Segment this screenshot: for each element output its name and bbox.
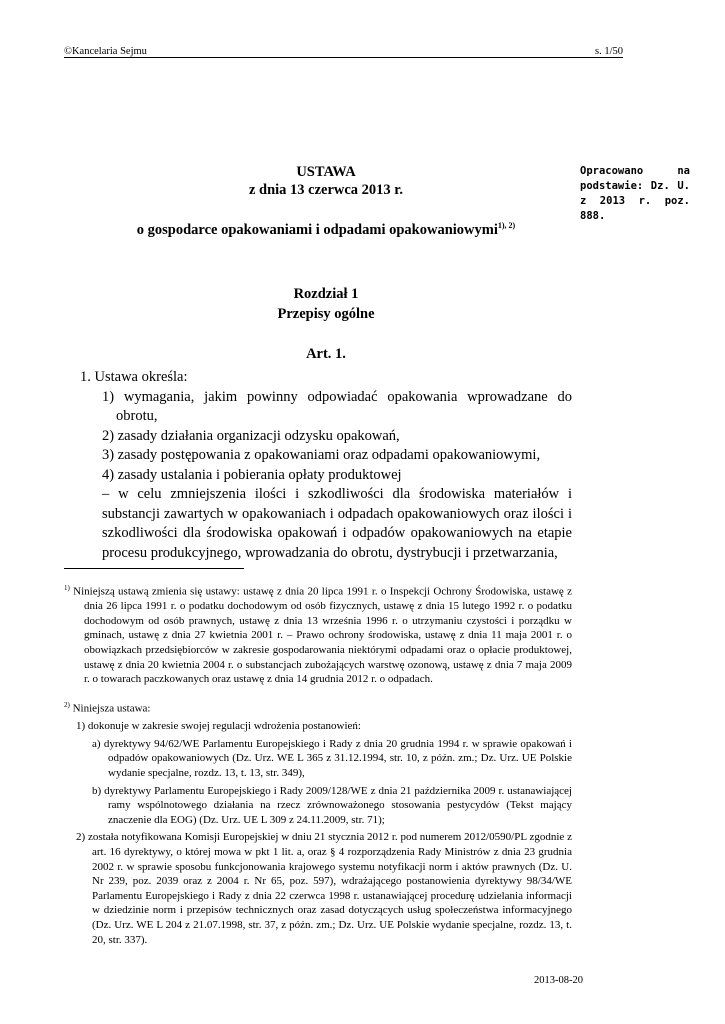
act-type: USTAWA (296, 164, 356, 180)
chapter-name: Przepisy ogólne (277, 306, 375, 322)
footnote-2-intro: Niniejsza ustawa: (72, 702, 151, 715)
footnote-1-text: Niniejszą ustawą zmienia się ustawy: ustawę z dnia 20 lipca 1991 r. o Inspekcji Ochrony Środowiska, ustawę z dnia 26 lipca 1991 r. o podatku dochodowym od osób fizycznych, ustawę z dnia 15 lutego 1992 r. o podatku dochodowym od osób prawnych, ustawę z dnia 13 września 1996 r. o utrzymaniu czystości i porządku w gminach, ustawę z dnia 27 kwietnia 2001 r. – Prawo ochrony środowiska, ustawę z dnia 11 maja 2001 r. o obowiązkach przedsiębiorców w zakresie gospodarowania niektórymi odpadami oraz o opłacie produktowej, ustawę z dnia 20 kwietnia 2004 r. o substancjach zubożających warstwę ozonową, ustawę z dnia 7 maja 2009 r. o towarach paczkowanych oraz ustawę z dnia 14 grudnia 2012 r. o odpadach. (73, 585, 572, 686)
article-point-1: 1) wymagania, jakim powinny odpowiadać opakowania wprowadzane do obrotu, (102, 388, 572, 424)
footnote-2-point-2: 2) została notyfikowana Komisji Europejskiej w dniu 21 stycznia 2012 r. pod numerem 2012/0590/PL zgodnie z art. 16 dyrektywy, o której mowa w pkt 1 lit. a, oraz § 4 rozporządzenia Rady Ministrów z dnia 23 grudnia 2002 r. w sprawie sposobu funkcjonowania krajowego systemu notyfikacji norm i aktów prawnych (Dz. U. Nr 239, poz. 2039 oraz z 2004 r. Nr 65, poz. 597), wdrażającego postanowienia dyrektywy 98/34/WE Parlamentu Europejskiego i Rady z dnia 22 czerwca 1998 r. ustanawiającej procedurę udzielania informacji w dziedzinie norm i przepisów technicznych oraz zasad dotyczących usług społeczeństwa informacyjnego (Dz. Urz. WE L 204 z 21.07.1998, str. 37, z późn. zm.; Dz. Urz. UE Polskie wydanie specjalne, rozdz. 13, t. 20, str. 337). (76, 831, 572, 946)
footer-date: 2013-08-20 (534, 975, 583, 986)
article-body (64, 368, 572, 563)
footnote-1-mark: 1) (64, 584, 70, 592)
article-label: Art. 1. (306, 346, 346, 362)
act-date: z dnia 13 czerwca 2013 r. (248, 182, 404, 198)
footnote-2-point-1a: a) dyrektywy 94/62/WE Parlamentu Europejskiego i Rady z dnia 20 grudnia 1994 r. w sprawie opakowań i odpadów opakowaniowych (Dz. Urz. WE L 365 z 31.12.1994, str. 10, z późn. zm.; Dz. Urz. UE Polskie wydanie specjalne, rozdz. 13, t. 13, str. 349), (92, 737, 572, 780)
footnote-2-head (64, 698, 572, 716)
footnote-1-body (64, 581, 572, 687)
act-subject-refs: 1), 2) (497, 221, 516, 230)
page-number: s. 1/50 (594, 46, 623, 57)
article-intro: 1. Ustawa określa: (80, 369, 188, 385)
chapter-number: Rozdział 1 (293, 286, 359, 302)
article-point-2: 2) zasady działania organizacji odzysku opakowań, (102, 427, 400, 444)
footnote-rule (64, 568, 244, 569)
footnote-2 (64, 698, 572, 947)
article-point-3: 3) zasady postępowania z opakowaniami oraz odpadami opakowaniowymi, (102, 447, 541, 463)
article-closing: – w celu zmniejszenia ilości i szkodliwości dla środowiska materiałów i substancji zawartych w opakowaniach i odpadach opakowaniowych oraz ilości i szkodliwości dla środowiska opakowań i odpadów opakowaniowych na etapie procesu produkcyjnego, wprowadzania do obrotu, dystrybucji i przetwarzania, (102, 486, 572, 561)
header-source: ©Kancelaria Sejmu (64, 46, 147, 57)
source-note: Opracowano na podstawie: Dz. U. z 2013 r. poz. 888. (580, 165, 690, 222)
footnote-2-point-1: 1) dokonuje w zakresie swojej regulacji wdrożenia postanowień: (76, 720, 361, 733)
act-subject-text: o gospodarce opakowaniami i odpadami opakowaniowymi (136, 221, 498, 238)
article-point-4: 4) zasady ustalania i pobierania opłaty produktowej (102, 466, 402, 483)
header-rule (64, 57, 623, 58)
footnote-2-point-1b: b) dyrektywy Parlamentu Europejskiego i Rady 2009/128/WE z dnia 21 października 2009 r. ustanawiającej ramy wspólnotowego działania na rzecz zrównoważonego stosowania pestycydów (Tekst mający znaczenie dla EOG) (Dz. Urz. UE L 309 z 24.11.2009, str. 71); (92, 784, 572, 826)
act-subject (64, 221, 588, 239)
footnote-2-mark: 2) (64, 701, 70, 709)
footnote-1 (64, 581, 572, 687)
